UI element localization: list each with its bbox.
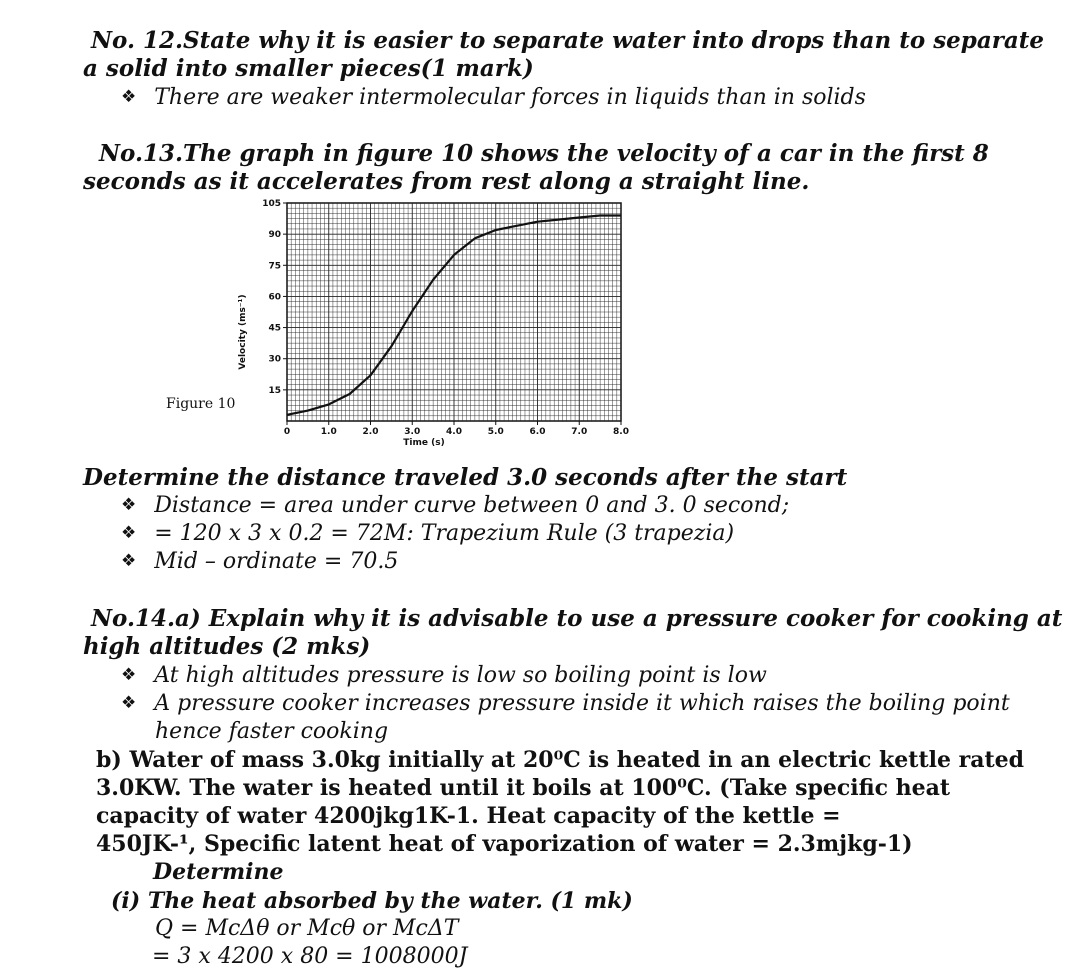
q13-answer-3-text: Mid – ordinate = 70.5 [154,549,399,574]
x-tick-label: 6.0 [529,427,546,437]
x-tick-label: 2.0 [362,427,379,437]
q12-answer [121,84,866,113]
q14a-answer-2 [121,690,1010,719]
y-tick-label: 30 [268,354,281,365]
y-tick-label: 90 [268,230,281,241]
y-tick-label: 45 [268,323,281,334]
x-tick-label: 3.0 [404,427,421,437]
q14b-line3: capacity of water 4200jkg1K-1. Heat capacity of the kettle = [96,803,841,829]
q14a-answer-1-text: At high altitudes pressure is low so boiling point is low [154,663,767,688]
x-tick-label: 5.0 [487,427,504,437]
q14-line1: No.14.a) Explain why it is advisable to use a pressure cooker for cooking at [91,605,1063,632]
x-tick-label: 0 [283,427,291,437]
q14-line2: high altitudes (2 mks) [83,633,371,660]
figure-label: Figure 10 [166,396,236,412]
q12-line2: a solid into smaller pieces(1 mark) [83,55,534,82]
grid [287,203,621,421]
q13-answer-1 [121,492,789,521]
y-tick-label: 60 [268,292,281,303]
q14b-work-2: = 3 x 4200 x 80 = 1008000J [152,944,468,969]
q14b-work-1: Q = McΔθ or Mcθ or McΔT [155,916,459,941]
q14b-line4: 450JK-¹, Specific latent heat of vaporization of water = 2.3mjkg-1) [96,831,913,857]
y-tick-label: 75 [268,261,281,272]
q14a-answer-1 [121,662,767,691]
q14b-part-i: (i) The heat absorbed by the water. (1 mk) [111,888,633,914]
x-axis-title: Time (s) [403,438,445,448]
y-axis-title: Velocity (ms⁻¹) [238,294,248,370]
x-tick-label: 1.0 [320,427,337,437]
q13-line1: No.13.The graph in figure 10 shows the velocity of a car in the first 8 [99,140,989,167]
velocity-time-chart [225,195,635,457]
q14a-answer-2-cont: hence faster cooking [155,719,389,744]
q13-answer-3 [121,548,398,577]
q13-answer-1-text: Distance = area under curve between 0 and 3. 0 second; [154,493,790,518]
q14b-line1: b) Water of mass 3.0kg initially at 20⁰C is heated in an electric kettle rated [96,747,1025,773]
x-tick-label: 8.0 [613,427,629,437]
q13-sub-question: Determine the distance traveled 3.0 seconds after the start [83,464,848,491]
q12-answer-text: There are weaker intermolecular forces in liquids than in solids [154,85,866,110]
x-tick-label: 4.0 [446,427,462,437]
q14b-line2: 3.0KW. The water is heated until it boils at 100⁰C. (Take specific heat [96,775,951,801]
q14b-determine: Determine [153,859,284,885]
q12-line1: No. 12.State why it is easier to separate water into drops than to separate [91,27,1045,54]
x-tick-label: 7.0 [571,427,588,437]
q13-answer-2 [121,520,734,549]
q14a-answer-2-text: A pressure cooker increases pressure inside it which raises the boiling point [154,691,1010,716]
y-tick-label: 15 [268,385,281,396]
q13-line2: seconds as it accelerates from rest along a straight line. [83,168,810,195]
q13-answer-2-text: = 120 x 3 x 0.2 = 72M: Trapezium Rule (3 trapezia) [154,521,735,546]
y-tick-label: 105 [262,199,281,209]
